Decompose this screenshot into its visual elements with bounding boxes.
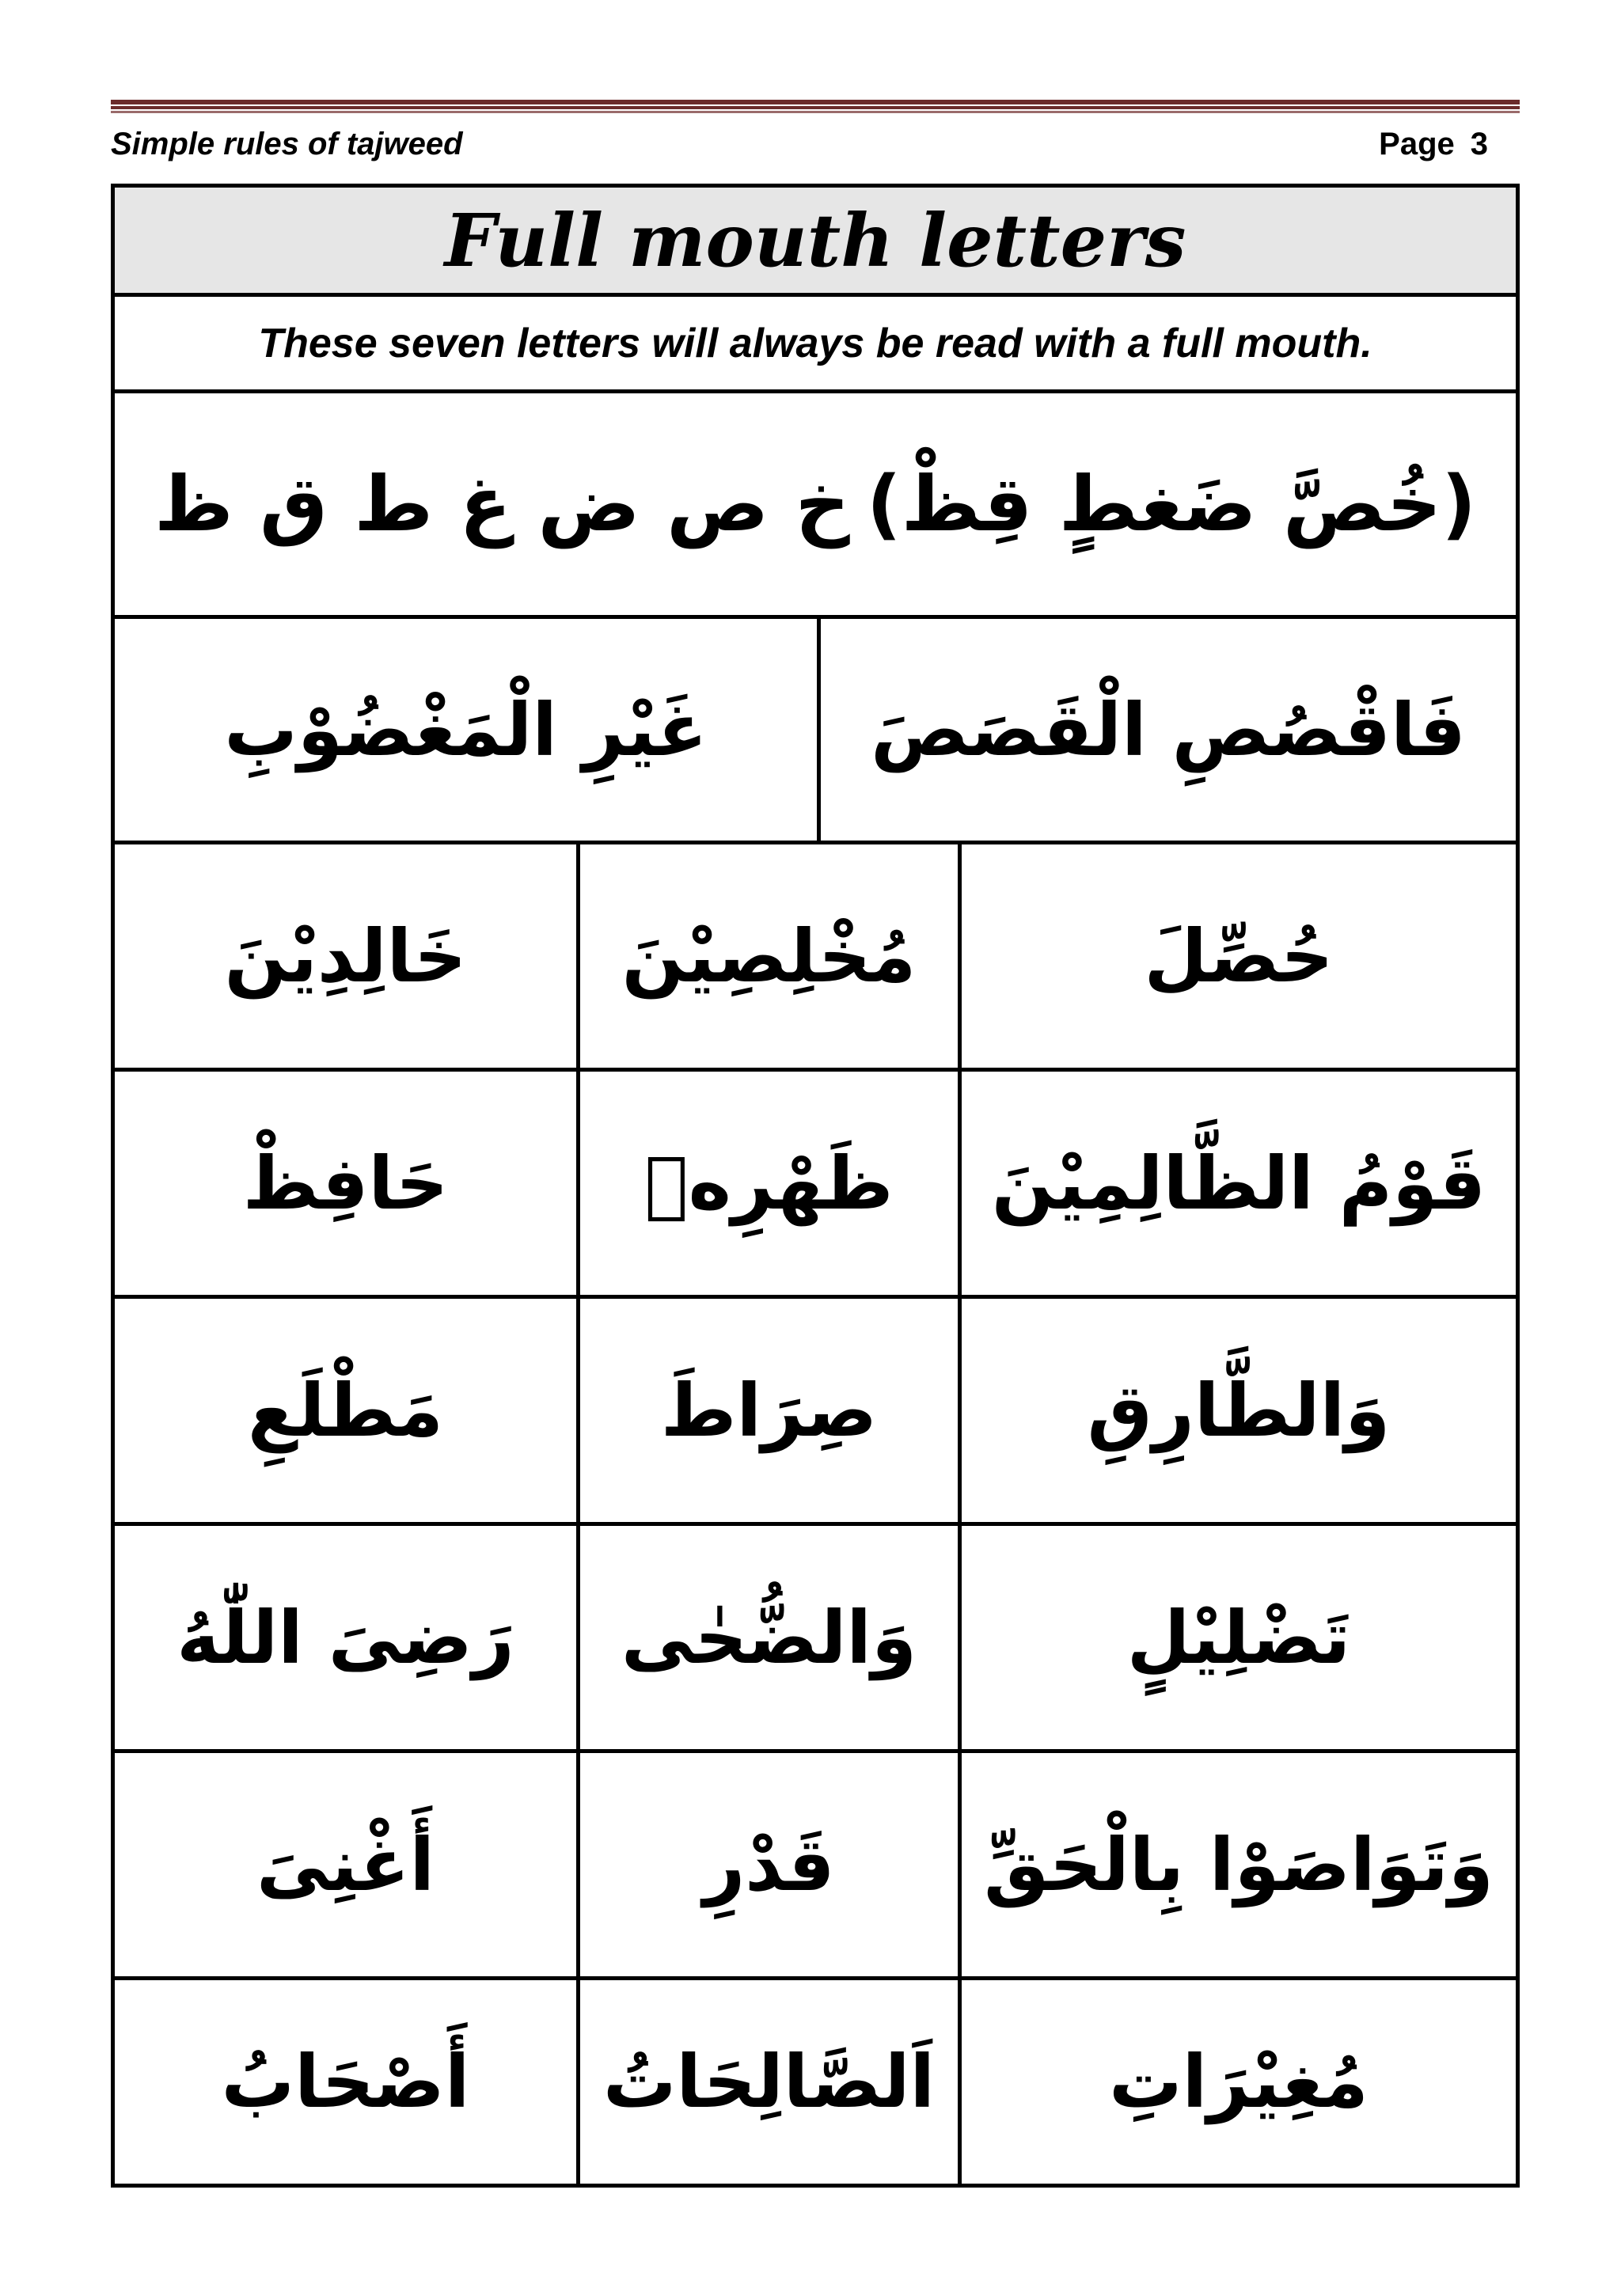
header-rule	[111, 100, 1520, 116]
table-cell	[958, 844, 1516, 1068]
arabic-word: قَدْرِ	[703, 1822, 835, 1907]
table-cell	[817, 619, 1516, 841]
letters-mnemonic: (خُصَّ ضَغطٍ قِظْ)	[866, 460, 1476, 548]
table-cell	[576, 1299, 958, 1522]
arabic-word: حَافِظْ	[242, 1140, 449, 1226]
table-cell	[115, 1072, 576, 1295]
arabic-word: مُغِيْرَاتِ	[1109, 2040, 1369, 2124]
page-header	[111, 123, 1488, 168]
table-row	[115, 1753, 1516, 1980]
table-cell	[958, 1299, 1516, 1522]
letters-row	[115, 393, 1516, 619]
document-title: Simple rules of tajweed	[111, 127, 463, 161]
table-cell	[958, 1980, 1516, 2184]
table-row	[115, 1526, 1516, 1753]
arabic-word: أَغْنِىَ	[256, 1822, 435, 1907]
table-cell	[958, 1526, 1516, 1749]
arabic-word: وَالضُّحٰى	[621, 1595, 917, 1680]
table-cell	[576, 1980, 958, 2184]
table-row	[115, 1980, 1516, 2184]
table-cell	[576, 1526, 958, 1749]
lesson-title: Full mouth letters	[444, 197, 1186, 283]
arabic-word: رَضِىَ اللّٰهُ	[177, 1595, 514, 1680]
arabic-word: حُصِّلَ	[1144, 913, 1334, 999]
table-cell	[576, 1072, 958, 1295]
arabic-word: خَالِدِيْنَ	[224, 913, 467, 999]
table-cell	[958, 1072, 1516, 1295]
arabic-word: أَصْحَابُ	[221, 2040, 470, 2124]
arabic-word: غَيْرِ الْمَغْضُوْبِ	[224, 687, 708, 772]
lesson-table	[111, 184, 1520, 2188]
lesson-subtitle: These seven letters will always be read with a full mouth.	[115, 297, 1516, 393]
arabic-word: مُخْلِصِيْنَ	[621, 913, 917, 999]
table-cell	[115, 1526, 576, 1749]
page-indicator	[1379, 127, 1488, 162]
table-row	[115, 1072, 1516, 1299]
table-cell	[115, 1299, 576, 1522]
letters-list: خ ص ض غ ط ق ظ	[154, 460, 850, 548]
arabic-word: تَضْلِيْلٍ	[1126, 1595, 1351, 1680]
table-row	[115, 844, 1516, 1072]
arabic-word: صِرَاطَ	[660, 1368, 878, 1453]
arabic-word: مَطْلَعِ	[248, 1368, 443, 1453]
arabic-word: وَتَوَاصَوْا بِالْحَقِّ	[984, 1822, 1494, 1907]
table-row	[115, 1299, 1516, 1526]
title-bar	[115, 188, 1516, 297]
arabic-word: وَالطَّارِقِ	[1087, 1368, 1391, 1453]
table-cell	[115, 1980, 576, 2184]
table-cell	[115, 1753, 576, 1976]
table-cell	[958, 1753, 1516, 1976]
table-cell	[576, 1753, 958, 1976]
table-cell	[115, 619, 817, 841]
arabic-word: اَلصَّالِحَاتُ	[602, 2040, 936, 2124]
arabic-word: فَاقْصُصِ الْقَصَصَ	[871, 687, 1466, 772]
arabic-word: قَوْمُ الظَّالِمِيْنَ	[991, 1140, 1486, 1226]
page-label: Page	[1379, 127, 1455, 161]
phrase-pair-row	[115, 619, 1516, 844]
page-number: 3	[1470, 127, 1488, 161]
table-cell	[115, 844, 576, 1068]
table-cell	[576, 844, 958, 1068]
arabic-word: ظَهْرِهٖ	[644, 1140, 894, 1226]
